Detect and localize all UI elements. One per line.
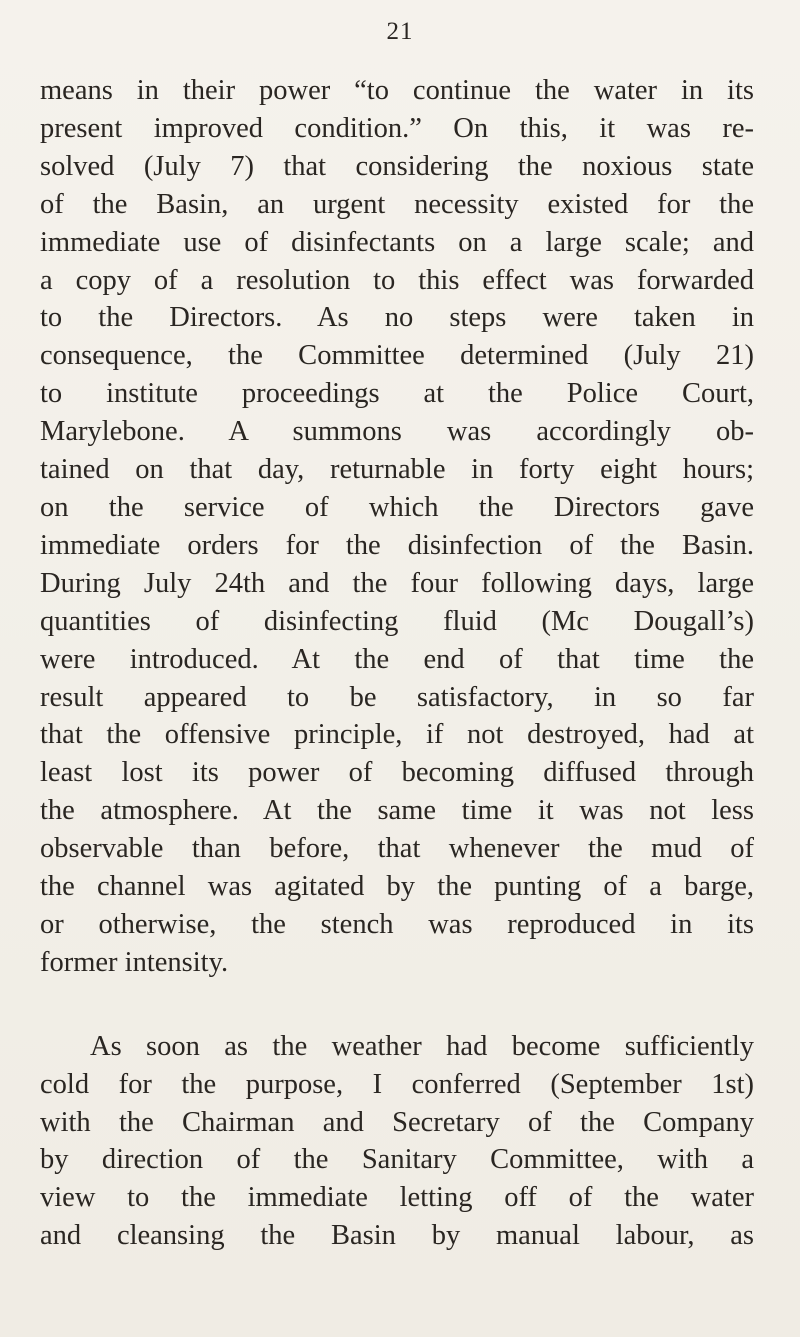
- paragraph-1: [40, 72, 754, 982]
- text-line: a copy of a resolution to this effect was forwarded: [40, 264, 754, 296]
- text-line: immediate use of disinfectants on a large scale; and: [40, 226, 754, 258]
- text-line: and cleansing the Basin by manual labour, as: [40, 1220, 754, 1252]
- text-line: quantities of disinfecting fluid (Mc Dougall’s): [40, 605, 754, 637]
- text-line: cold for the purpose, I conferred (September 1st): [40, 1068, 754, 1100]
- paragraph-spacer: [40, 982, 754, 1028]
- text-line: Marylebone. A summons was accordingly ob-: [40, 416, 754, 448]
- page-number: 21: [386, 18, 414, 45]
- text-line: observable than before, that whenever the mud of: [40, 833, 754, 865]
- text-line: least lost its power of becoming diffused through: [40, 757, 754, 789]
- text-line: tained on that day, returnable in forty eight hours;: [40, 454, 754, 486]
- text-line: the atmosphere. At the same time it was not less: [40, 795, 754, 827]
- text-line: immediate orders for the disinfection of the Basin.: [40, 529, 754, 561]
- text-line: view to the immediate letting off of the water: [40, 1182, 754, 1214]
- text-line: present improved condition.” On this, it was re-: [40, 112, 754, 144]
- text-line: to institute proceedings at the Police Court,: [40, 378, 754, 410]
- text-line: that the offensive principle, if not destroyed, had at: [40, 719, 754, 751]
- text-line: were introduced. At the end of that time the: [40, 643, 754, 675]
- text-line: on the service of which the Directors gave: [40, 491, 754, 523]
- text-line: As soon as the weather had become sufficiently: [90, 1030, 754, 1062]
- paragraph-2: [40, 1028, 754, 1255]
- text-line: solved (July 7) that considering the noxious state: [40, 150, 754, 182]
- text-line: result appeared to be satisfactory, in so far: [40, 681, 754, 713]
- text-line: consequence, the Committee determined (July 21): [40, 340, 754, 372]
- text-line: with the Chairman and Secretary of the Company: [40, 1106, 754, 1138]
- text-line: means in their power “to continue the water in its: [40, 75, 754, 106]
- text-line: or otherwise, the stench was reproduced in its: [40, 908, 754, 940]
- text-line: to the Directors. As no steps were taken in: [40, 302, 754, 334]
- text-line: the channel was agitated by the punting of a barge,: [40, 871, 754, 903]
- text-line: former intensity.: [40, 946, 229, 978]
- body-text: [40, 72, 754, 1255]
- text-line: During July 24th and the four following days, large: [40, 567, 754, 599]
- text-line: of the Basin, an urgent necessity existed for the: [40, 188, 754, 220]
- text-line: by direction of the Sanitary Committee, with a: [40, 1144, 754, 1176]
